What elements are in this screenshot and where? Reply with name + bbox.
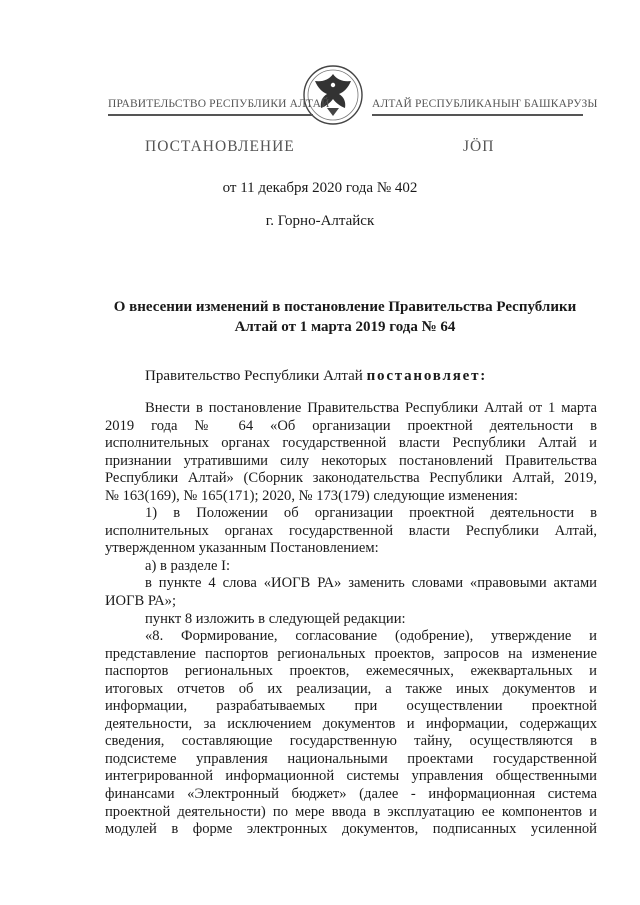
- body-line: «8. Формирование, согласование (одобрение), утверждение и: [145, 628, 597, 645]
- intro-verb: постановляет:: [366, 368, 488, 384]
- coat-of-arms-icon: [300, 64, 366, 126]
- document-type-russian: ПОСТАНОВЛЕНИЕ: [145, 138, 295, 155]
- header-rule-left: [108, 114, 313, 116]
- body-line: 2019 года № 64 «Об организации проектной деятельности в: [105, 417, 597, 434]
- body-line: итоговых отчетов об их реализации, а также иных документов и: [105, 680, 597, 697]
- document-city: г. Горно-Алтайск: [265, 213, 375, 229]
- body-line: исполнительных органах государственной власти Республики Алтай и: [105, 435, 597, 452]
- body-line: 1) в Положении об организации проектной деятельности в: [145, 505, 597, 522]
- government-name-altai: АЛТАЙ РЕСПУБЛИКАНЫҤ БАШКАРУЗЫ: [372, 98, 598, 110]
- document-title: О внесении изменений в постановление Правительства Республики Алтай от 1 марта 2019 года № 64: [113, 299, 577, 335]
- body-line: пункт 8 изложить в следующей редакции:: [145, 610, 406, 627]
- body-line: паспортов региональных проектов, ежемесячных, ежеквартальных и: [105, 663, 597, 680]
- body-line: утвержденном указанным Постановлением:: [105, 540, 379, 557]
- document-body: [105, 400, 597, 839]
- government-name-russian: ПРАВИТЕЛЬСТВО РЕСПУБЛИКИ АЛТАЙ: [108, 98, 330, 110]
- body-line: в пункте 4 слова «ИОГВ РА» заменить словами «правовыми актами: [145, 575, 597, 592]
- header-rule-right: [372, 114, 583, 116]
- body-line: представление паспортов региональных проектов, запросов на изменение: [105, 645, 597, 662]
- body-line: сведения, составляющие государственную тайну, осуществляются в: [105, 733, 597, 750]
- document-type-altai: ЈӦП: [463, 138, 495, 155]
- body-line: исполнительных органах государственной власти Республики Алтай,: [105, 522, 597, 539]
- body-line: Внести в постановление Правительства Республики Алтай от 1 марта: [145, 400, 597, 416]
- body-line: деятельности, за исключением документов и информации, содержащих: [105, 715, 597, 732]
- intro-subject: Правительство Республики Алтай: [145, 368, 363, 384]
- body-line: модулей в форме электронных документов, подписанных усиленной: [105, 821, 597, 838]
- intro-line: [145, 368, 487, 385]
- body-line: интегрированной информационной системы управления общественными: [105, 768, 597, 785]
- body-line: информации, разрабатываемых при осуществлении проектной: [105, 698, 597, 715]
- body-line: признании утратившими силу некоторых постановлений Правительства: [105, 452, 597, 469]
- body-line: финансами «Электронный бюджет» (далее - информационная система: [105, 786, 597, 803]
- body-line: № 163(169), № 165(171); 2020, № 173(179) следующие изменения:: [105, 487, 518, 504]
- document-date-number: от 11 декабря 2020 года № 402: [222, 180, 418, 196]
- body-line: Республики Алтай» (Сборник законодательства Республики Алтай, 2019,: [105, 470, 597, 487]
- body-line: проектной деятельности) по мере ввода в эксплуатацию ее компонентов и: [105, 803, 597, 820]
- body-line: а) в разделе I:: [145, 557, 231, 574]
- body-line: ИОГВ РА»;: [105, 593, 177, 610]
- body-line: подсистеме управления национальными проектами государственной: [105, 750, 597, 767]
